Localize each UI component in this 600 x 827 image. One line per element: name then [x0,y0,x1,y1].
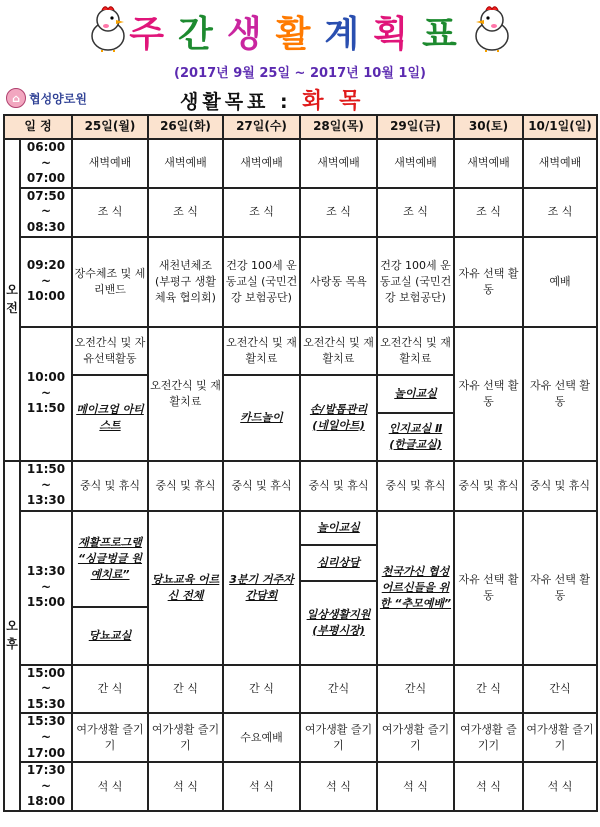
schedule-cell: 석 식 [454,762,523,811]
schedule-cell: 건강 100세 운동교실 (국민건강 보험공단) [377,237,454,327]
schedule-cell: 여가생활 즐기기 [454,713,523,762]
schedule-cell: 석 식 [72,762,148,811]
schedule-cell: 사랑동 목욕 [300,237,377,327]
org-name: 협성양로원 [29,91,87,106]
schedule-cell: 여가생활 즐기기 [523,713,597,762]
schedule-cell: 장수체조 및 세리밴드 [72,237,148,327]
header-row [4,115,597,139]
time-cell: 15:00 ~ 15:30 [20,665,72,714]
schedule-cell: 조 식 [377,188,454,237]
schedule-cell: 조 식 [72,188,148,237]
schedule-cell: 중식 및 휴식 [523,461,597,511]
schedule-cell: 당뇨교실 [72,607,148,665]
am-label: 오전 [4,139,20,461]
page-title: 주간생활계획표 [129,14,471,55]
schedule-cell: 간 식 [148,665,223,714]
table-row [4,461,597,511]
time-cell: 11:50 ~ 13:30 [20,461,72,511]
pm-label: 오후 [4,461,20,811]
house-icon: ⌂ [6,88,26,108]
schedule-cell: 오전간식 및 재활치료 [377,327,454,375]
day-header: 29일(금) [377,115,454,139]
schedule-cell: 조 식 [148,188,223,237]
schedule-cell: 새벽예배 [223,139,300,188]
time-cell: 15:30 ~ 17:00 [20,713,72,762]
day-header: 27일(수) [223,115,300,139]
schedule-cell: 새벽예배 [377,139,454,188]
schedule-cell: 새벽예배 [300,139,377,188]
table-row [4,762,597,811]
schedule-cell: 3분기 거주자 간담회 [223,511,300,665]
schedule-cell: 놀이교실 [377,375,454,413]
schedule-cell: 중식 및 휴식 [223,461,300,511]
schedule-cell: 새벽예배 [523,139,597,188]
time-cell: 06:00 ~ 07:00 [20,139,72,188]
schedule-cell: 중식 및 휴식 [72,461,148,511]
schedule-cell: 천국가신 협성 어르신들을 위한 “추모예배” [377,511,454,665]
schedule-cell: 중식 및 휴식 [454,461,523,511]
schedule-cell: 오전간식 및 재활치료 [223,327,300,375]
life-goal: 생활목표 : 화 목 [180,89,365,114]
schedule-cell: 인지교실 Ⅱ (한글교실) [377,413,454,461]
schedule-cell: 여가생활 즐기기 [148,713,223,762]
day-header: 25일(월) [72,115,148,139]
schedule-cell: 중식 및 휴식 [300,461,377,511]
day-header: 30(토) [454,115,523,139]
schedule-cell: 간 식 [223,665,300,714]
goal-value: 화 목 [302,89,365,114]
schedule-cell: 놀이교실 [300,511,377,545]
table-row [4,327,597,351]
schedule-cell: 당뇨교육 어르신 전체 [148,511,223,665]
time-cell: 07:50 ~ 08:30 [20,188,72,237]
time-cell: 13:30 ~ 15:00 [20,511,72,665]
table-row [4,713,597,762]
table-row [4,511,597,545]
schedule-cell: 간식 [300,665,377,714]
weekly-schedule-table [3,114,598,812]
org-logo [6,88,87,108]
schedule-cell: 여가생활 즐기기 [300,713,377,762]
table-row [4,665,597,714]
time-column-header: 일 정 [4,115,72,139]
day-header: 26일(화) [148,115,223,139]
time-cell: 17:30 ~ 18:00 [20,762,72,811]
table-row [4,237,597,327]
schedule-cell: 조 식 [454,188,523,237]
schedule-cell: 오전간식 및 재활치료 [148,327,223,461]
schedule-cell: 새벽예배 [454,139,523,188]
schedule-cell: 자유 선택 활동 [523,511,597,665]
schedule-cell: 중식 및 휴식 [377,461,454,511]
schedule-cell: 자유 선택 활동 [454,237,523,327]
schedule-cell: 간식 [377,665,454,714]
schedule-cell: 석 식 [148,762,223,811]
table-row [4,188,597,237]
time-cell: 09:20 ~ 10:00 [20,237,72,327]
schedule-cell: 석 식 [377,762,454,811]
day-header: 10/1일(일) [523,115,597,139]
schedule-cell: 석 식 [300,762,377,811]
schedule-cell: 새천년체조 (부평구 생활체육 협의회) [148,237,223,327]
schedule-cell: 재활프로그램 “싱글벙글 원예치료” [72,511,148,607]
schedule-cell: 여가생활 즐기기 [72,713,148,762]
schedule-cell: 조 식 [223,188,300,237]
schedule-cell: 중식 및 휴식 [148,461,223,511]
schedule-cell: 건강 100세 운동교실 (국민건강 보험공단) [223,237,300,327]
schedule-cell: 예배 [523,237,597,327]
schedule-cell: 오전간식 및 재활치료 [300,327,377,375]
schedule-cell: 석 식 [223,762,300,811]
schedule-cell: 자유 선택 활동 [454,511,523,665]
schedule-cell: 간 식 [72,665,148,714]
schedule-cell: 조 식 [523,188,597,237]
schedule-cell: 손/발톱관리 (네일아트) [300,375,377,461]
day-header: 28일(목) [300,115,377,139]
schedule-cell: 여가생활 즐기기 [377,713,454,762]
schedule-cell: 자유 선택 활동 [454,327,523,461]
schedule-cell: 새벽예배 [148,139,223,188]
schedule-period: (2017년 9월 25일 ~ 2017년 10월 1일) [174,66,426,81]
table-row [4,139,597,188]
schedule-cell: 석 식 [523,762,597,811]
schedule-cell: 수요예배 [223,713,300,762]
schedule-cell: 일상생활지원 (부평시장) [300,581,377,665]
schedule-cell: 카드놀이 [223,375,300,461]
schedule-cell: 메이크업 아티스트 [72,375,148,461]
schedule-cell: 오전간식 및 자유선택활동 [72,327,148,375]
schedule-cell: 간 식 [454,665,523,714]
time-cell: 10:00 ~ 11:50 [20,327,72,461]
schedule-cell: 간식 [523,665,597,714]
schedule-cell: 새벽예배 [72,139,148,188]
schedule-cell: 심리상담 [300,545,377,581]
schedule-cell: 조 식 [300,188,377,237]
schedule-cell: 자유 선택 활동 [523,327,597,461]
